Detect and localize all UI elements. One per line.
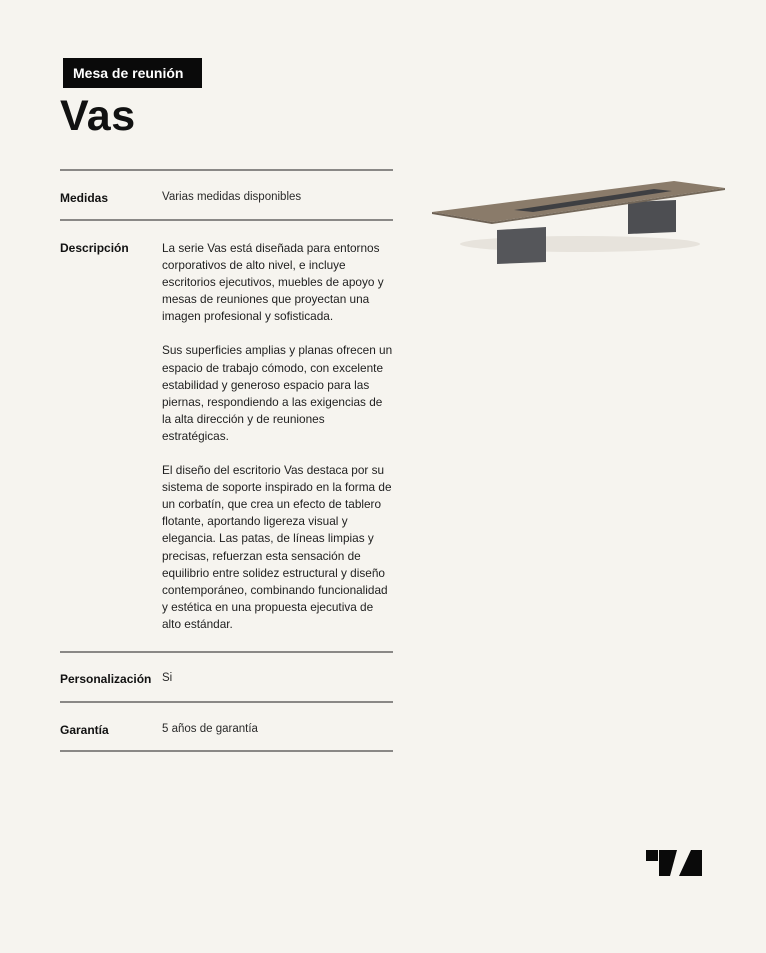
spec-label-medidas: Medidas: [60, 191, 109, 205]
spec-label-descripcion: Descripción: [60, 241, 129, 255]
spec-value-garantia: 5 años de garantía: [162, 723, 258, 735]
description-paragraph: El diseño del escritorio Vas destaca por su sistema de soporte inspirado en la forma de un corbatín, que crea un efecto de tablero flotante, aportando ligereza visual y elegancia. Las patas, de líneas limpias y precisas, refuerzan esta sensación de equilibrio entre solidez estructural y diseño contemporáneo, combinando funcionalidad y estética en una propuesta ejecutiva de alto estándar.: [162, 463, 392, 631]
spec-value-personalizacion: Si: [162, 672, 173, 684]
spec-value-descripcion: [162, 221, 393, 651]
table-shadow: [460, 236, 700, 252]
spec-row-garantia: [60, 701, 393, 752]
spec-label-personalizacion: Personalización: [60, 672, 152, 686]
table-leg-left: [497, 227, 546, 264]
description-paragraph: La serie Vas está diseñada para entornos corporativos de alto nivel, e incluye escritorios ejecutivos, muebles de apoyo y mesas de reuniones que proyectan una imagen profesional y sofisticada.: [162, 241, 384, 324]
page-title: Vas: [60, 92, 136, 140]
spec-row-personalizacion: [60, 651, 393, 701]
description-paragraph: Sus superficies amplias y planas ofrecen un espacio de trabajo cómodo, con excelente estabilidad y generoso espacio para las piernas, respondiendo a las exigencias de la alta dirección y de reuniones estratégicas.: [162, 343, 393, 443]
spec-value-medidas: Varias medidas disponibles: [162, 191, 302, 203]
conference-table-image: [430, 178, 726, 268]
spec-row-medidas: [60, 169, 393, 219]
spec-row-descripcion: [60, 219, 393, 651]
table-leg-right: [628, 200, 676, 234]
spec-label-garantia: Garantía: [60, 723, 109, 737]
brand-logo-icon: [646, 850, 702, 876]
spec-table: [60, 169, 393, 752]
category-tag: Mesa de reunión: [63, 58, 202, 88]
